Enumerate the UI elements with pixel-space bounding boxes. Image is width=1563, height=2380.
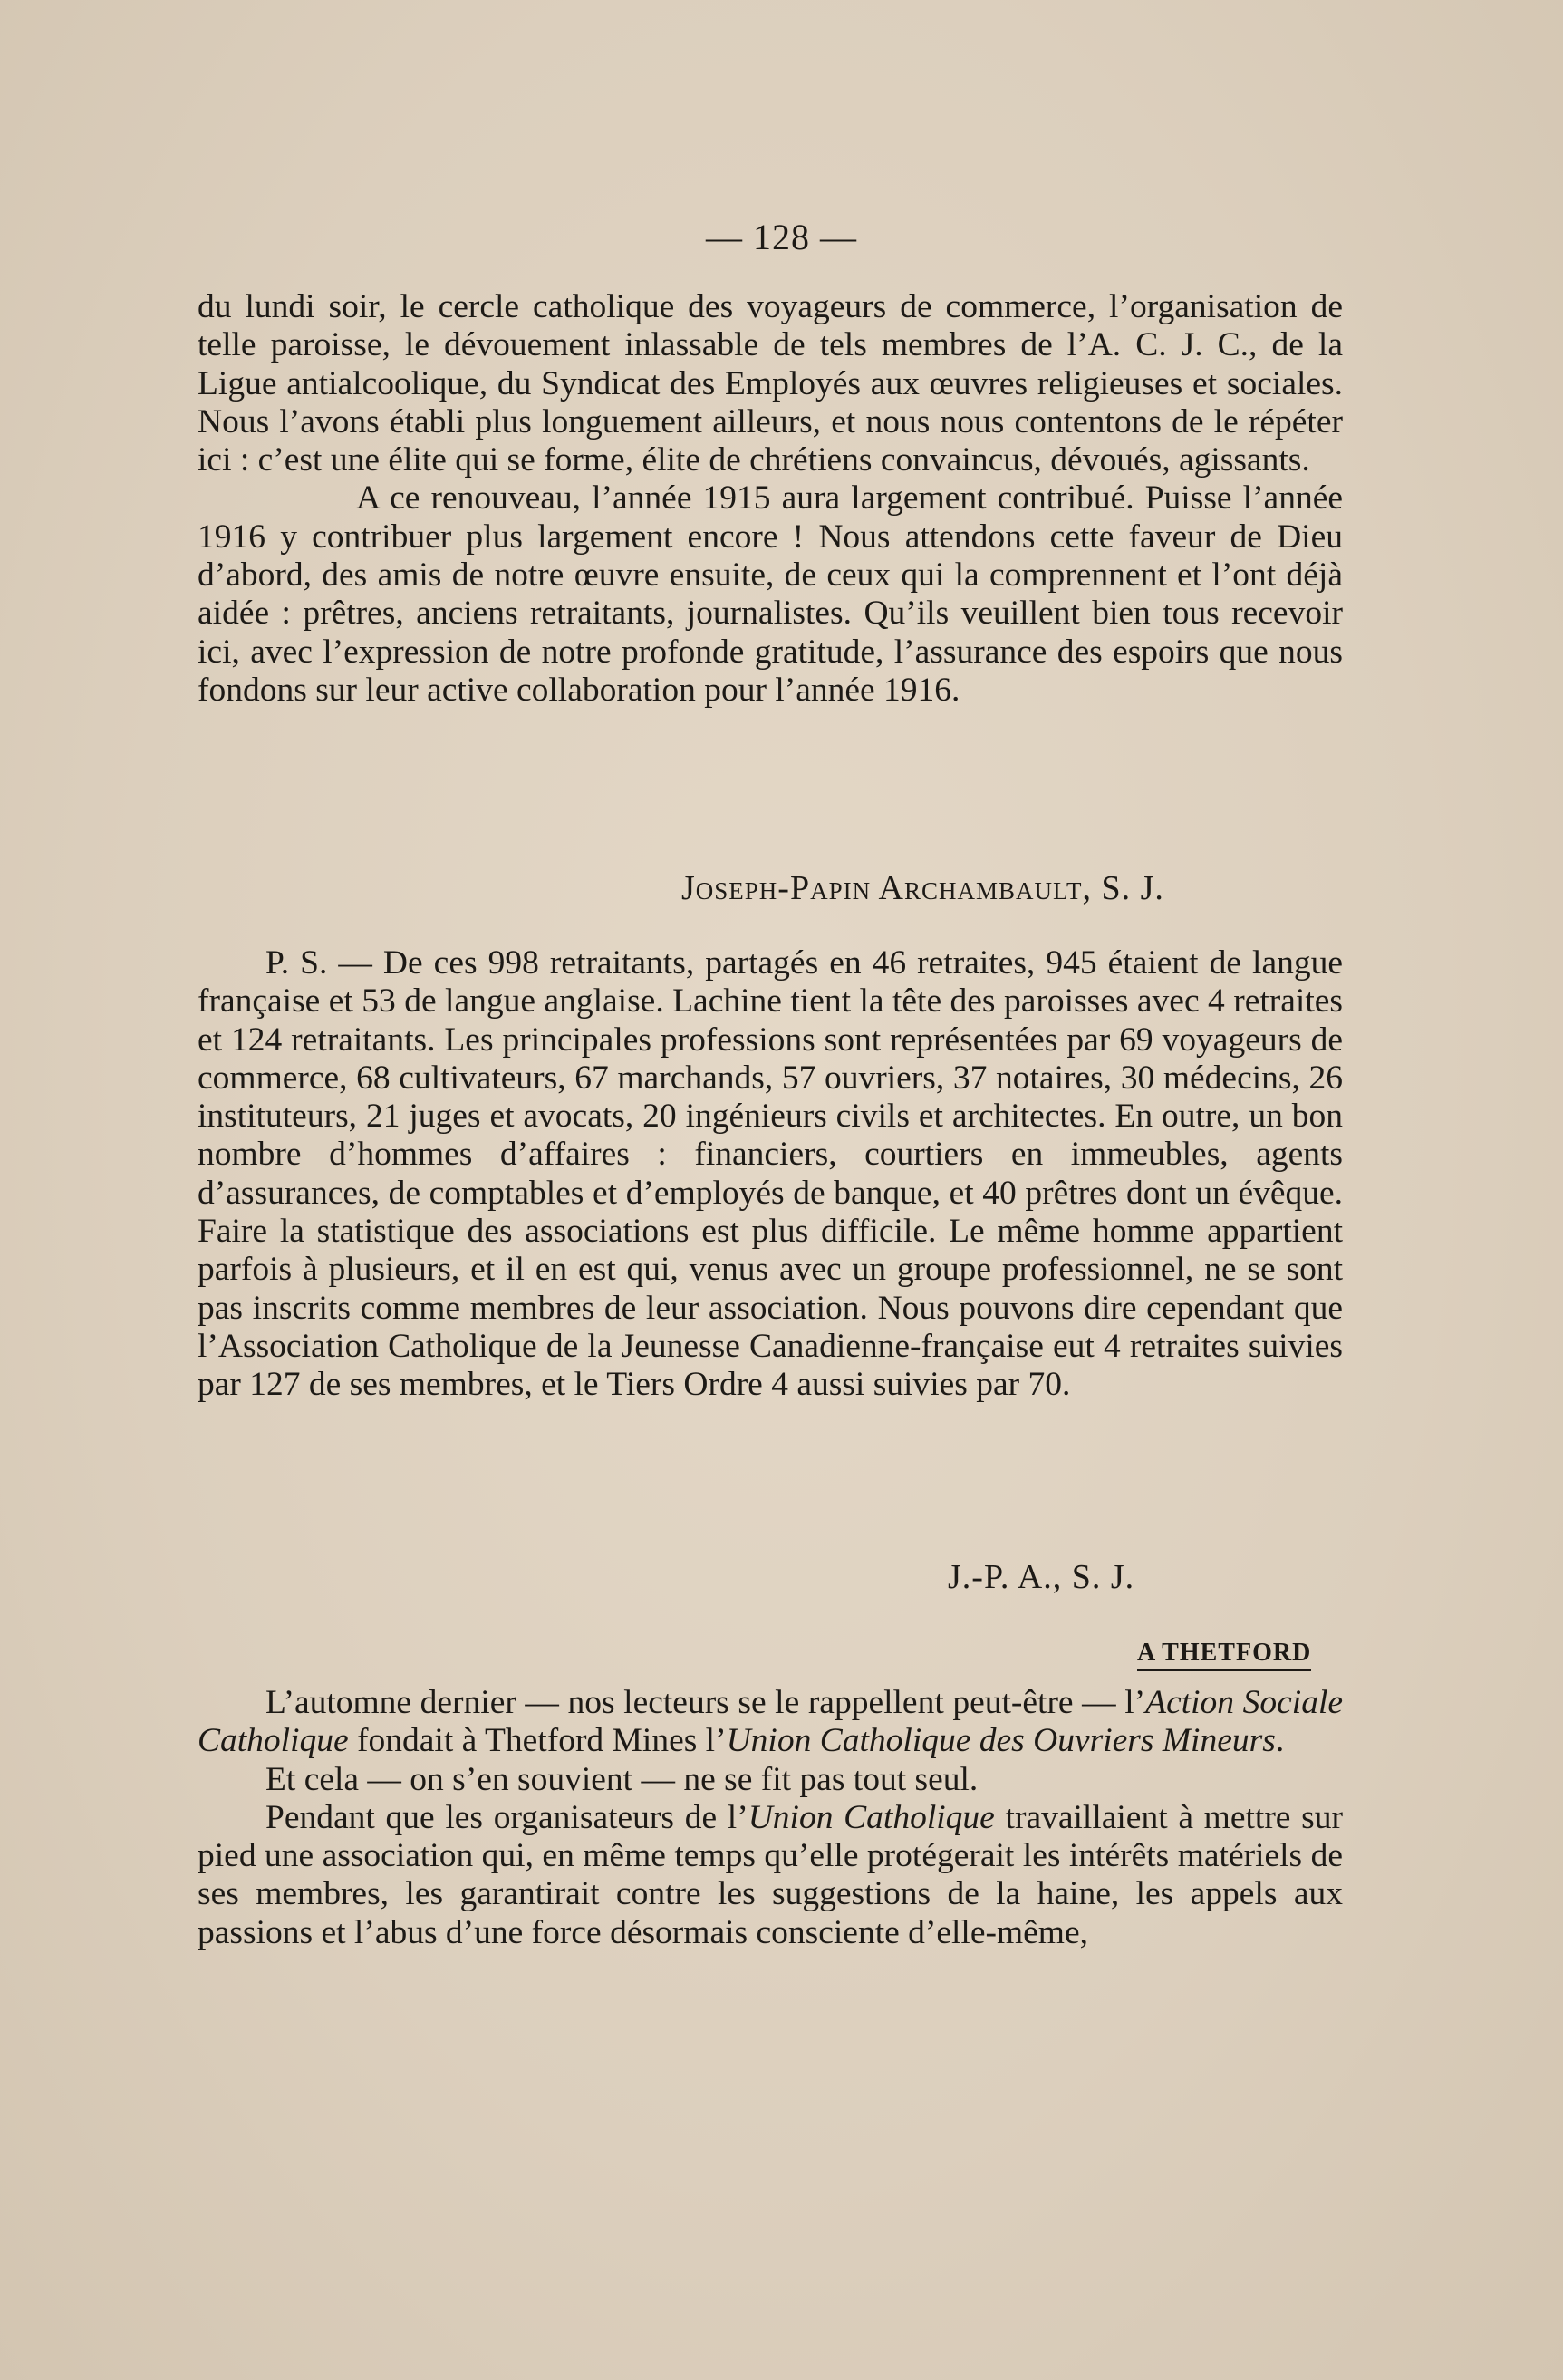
paragraph: Et cela — on s’en souvient — ne se fit pas tout seul. — [265, 1760, 979, 1798]
thetford-text — [198, 1684, 1343, 1952]
section-heading: A THETFORD — [1137, 1639, 1311, 1671]
signature-archambault: Joseph-Papin Archambault, S. J. — [681, 869, 1164, 907]
paragraph: du lundi soir, le cercle catholique des voyageurs de commerce, l’organisation de telle paroisse, le dévouement inlassable de tels membres de l’A. C. J. C., de la Ligue antialcoolique, du Syndicat des Employés aux œuvres religieuses et sociales. Nous l’avons établi plus longuement ailleurs, et nous nous contentons de le répéter ici : c’est une élite qui se forme, élite de chrétiens convaincus, dévoués, agissants. — [198, 288, 1343, 479]
postscript-text — [198, 944, 1343, 1405]
paragraph: P. S. — De ces 998 retraitants, partagés en 46 retraites, 945 étaient de langue française et 53 de langue anglaise. Lachine tient la tête des paroisses avec 4 retraites et 124 retraitants. Les principales professions sont représentées par 69 voyageurs de commerce, 68 cultivateurs, 67 marchands, 57 ouvriers, 37 notaires, 30 médecins, 26 instituteurs, 21 juges et avocats, 20 ingénieurs civils et architectes. En outre, un bon nombre d’hommes d’affaires : financiers, courtiers en immeubles, agents d’assurances, de comptables et d’employés de banque, et 40 prêtres dont un évêque. Faire la statistique des associations est plus difficile. Le même homme appartient parfois à plusieurs, et il en est qui, venus avec un groupe professionnel, ne se sont pas inscrits comme membres de leur association. Nous pouvons dire cependant que l’Association Catholique de la Jeunesse Canadienne-française eut 4 retraites suivies par 127 de ses membres, et le Tiers Ordre 4 aussi suivies par 70. — [198, 944, 1343, 1404]
paragraph: A ce renouveau, l’année 1915 aura largement contribué. Puisse l’année 1916 y contribuer plus largement encore ! Nous attendons cette faveur de Dieu d’abord, des amis de notre œuvre ensuite, de ceux qui la comprennent et l’ont déjà aidée : prêtres, anciens retraitants, journalistes. Qu’ils veuillent bien tous recevoir ici, avec l’expression de notre profonde gratitude, l’assurance des espoirs que nous fondons sur leur active collaboration pour l’année 1916. — [198, 479, 1343, 709]
paragraph: L’automne dernier — nos lecteurs se le rappellent peut-être — l’Action Sociale Catholique fondait à Thetford Mines l’Union Catholique des Ouvriers Mineurs. — [198, 1684, 1344, 1760]
intro-text — [198, 288, 1343, 710]
signature-initials: J.-P. A., S. J. — [948, 1558, 1135, 1596]
page-number: — 128 — — [706, 217, 857, 257]
paragraph: Pendant que les organisateurs de l’Union Catholique travaillaient à mettre sur pied une association qui, en même temps qu’elle protégerait les intérêts matériels de ses membres, les garantirait contre les suggestions de la haine, les appels aux passions et l’abus d’une force désormais consciente d’elle-même, — [198, 1798, 1343, 1951]
